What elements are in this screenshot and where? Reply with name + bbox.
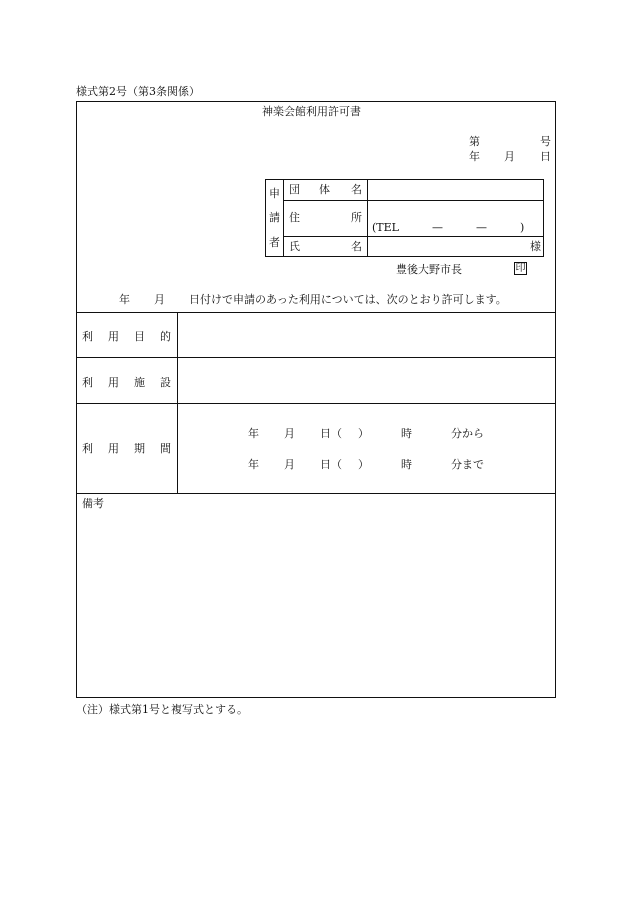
applicant-row-divider [283, 236, 544, 237]
purpose-label-char: 用 [108, 330, 119, 343]
period-label-char: 用 [108, 442, 119, 455]
date-year: 年 [469, 150, 480, 163]
facility-label-char: 設 [160, 376, 171, 389]
statement-text: 日付けで申請のあった利用については、次のとおり許可します。 [189, 293, 507, 306]
applicant-side-char: 請 [269, 211, 280, 224]
table-divider [76, 403, 556, 404]
period-to-minute: 分まで [451, 458, 484, 471]
period-label-char: 期 [134, 442, 145, 455]
period-from-hour: 時 [401, 427, 412, 440]
purpose-label-char: 的 [160, 330, 171, 343]
period-from-year: 年 [248, 427, 259, 440]
group-name-label-char: 体 [319, 183, 330, 196]
issuer-name: 豊後大野市長 [396, 263, 462, 276]
period-label-char: 利 [82, 442, 93, 455]
facility-label-char: 用 [108, 376, 119, 389]
remarks-label: 備考 [82, 497, 104, 510]
applicant-side-char: 者 [269, 236, 280, 249]
period-to-hour: 時 [401, 458, 412, 471]
date-month: 月 [504, 150, 515, 163]
period-to-paren: ） [358, 458, 369, 471]
date-day: 日 [540, 150, 551, 163]
applicant-row-divider [283, 200, 544, 201]
facility-label-char: 施 [134, 376, 145, 389]
seal-mark: 印 [515, 263, 526, 274]
address-tel-field[interactable]: (TEL — — ) [372, 221, 525, 234]
period-from-minute: 分から [451, 427, 484, 440]
form-title: 神楽会館利用許可書 [262, 105, 361, 118]
table-divider [76, 493, 556, 494]
group-name-label-char: 団 [289, 183, 300, 196]
period-from-month: 月 [284, 427, 295, 440]
purpose-label-char: 利 [82, 330, 93, 343]
footnote: （注）様式第1号と複写式とする。 [76, 703, 248, 716]
period-from-paren: ） [358, 427, 369, 440]
table-divider [76, 357, 556, 358]
table-label-divider [177, 312, 178, 493]
period-to-year: 年 [248, 458, 259, 471]
period-to-month: 月 [284, 458, 295, 471]
name-label-char: 氏 [289, 240, 300, 253]
name-honorific: 様 [530, 240, 541, 253]
address-label-char: 所 [351, 211, 362, 224]
facility-label-char: 利 [82, 376, 93, 389]
form-code: 様式第2号（第3条関係） [76, 85, 200, 98]
purpose-label-char: 目 [134, 330, 145, 343]
group-name-label-char: 名 [351, 183, 362, 196]
applicant-side-char: 申 [269, 187, 280, 200]
table-divider [76, 312, 556, 313]
applicant-side-divider [283, 179, 284, 257]
address-label-char: 住 [289, 211, 300, 224]
number-go: 号 [540, 135, 551, 148]
period-from-day: 日（ [320, 427, 342, 440]
statement-year: 年 [119, 293, 130, 306]
applicant-label-divider [367, 179, 368, 257]
name-label-char: 名 [351, 240, 362, 253]
period-to-day: 日（ [320, 458, 342, 471]
statement-month: 月 [154, 293, 165, 306]
number-dai: 第 [469, 135, 480, 148]
period-label-char: 間 [160, 442, 171, 455]
applicant-box-border [265, 179, 544, 257]
